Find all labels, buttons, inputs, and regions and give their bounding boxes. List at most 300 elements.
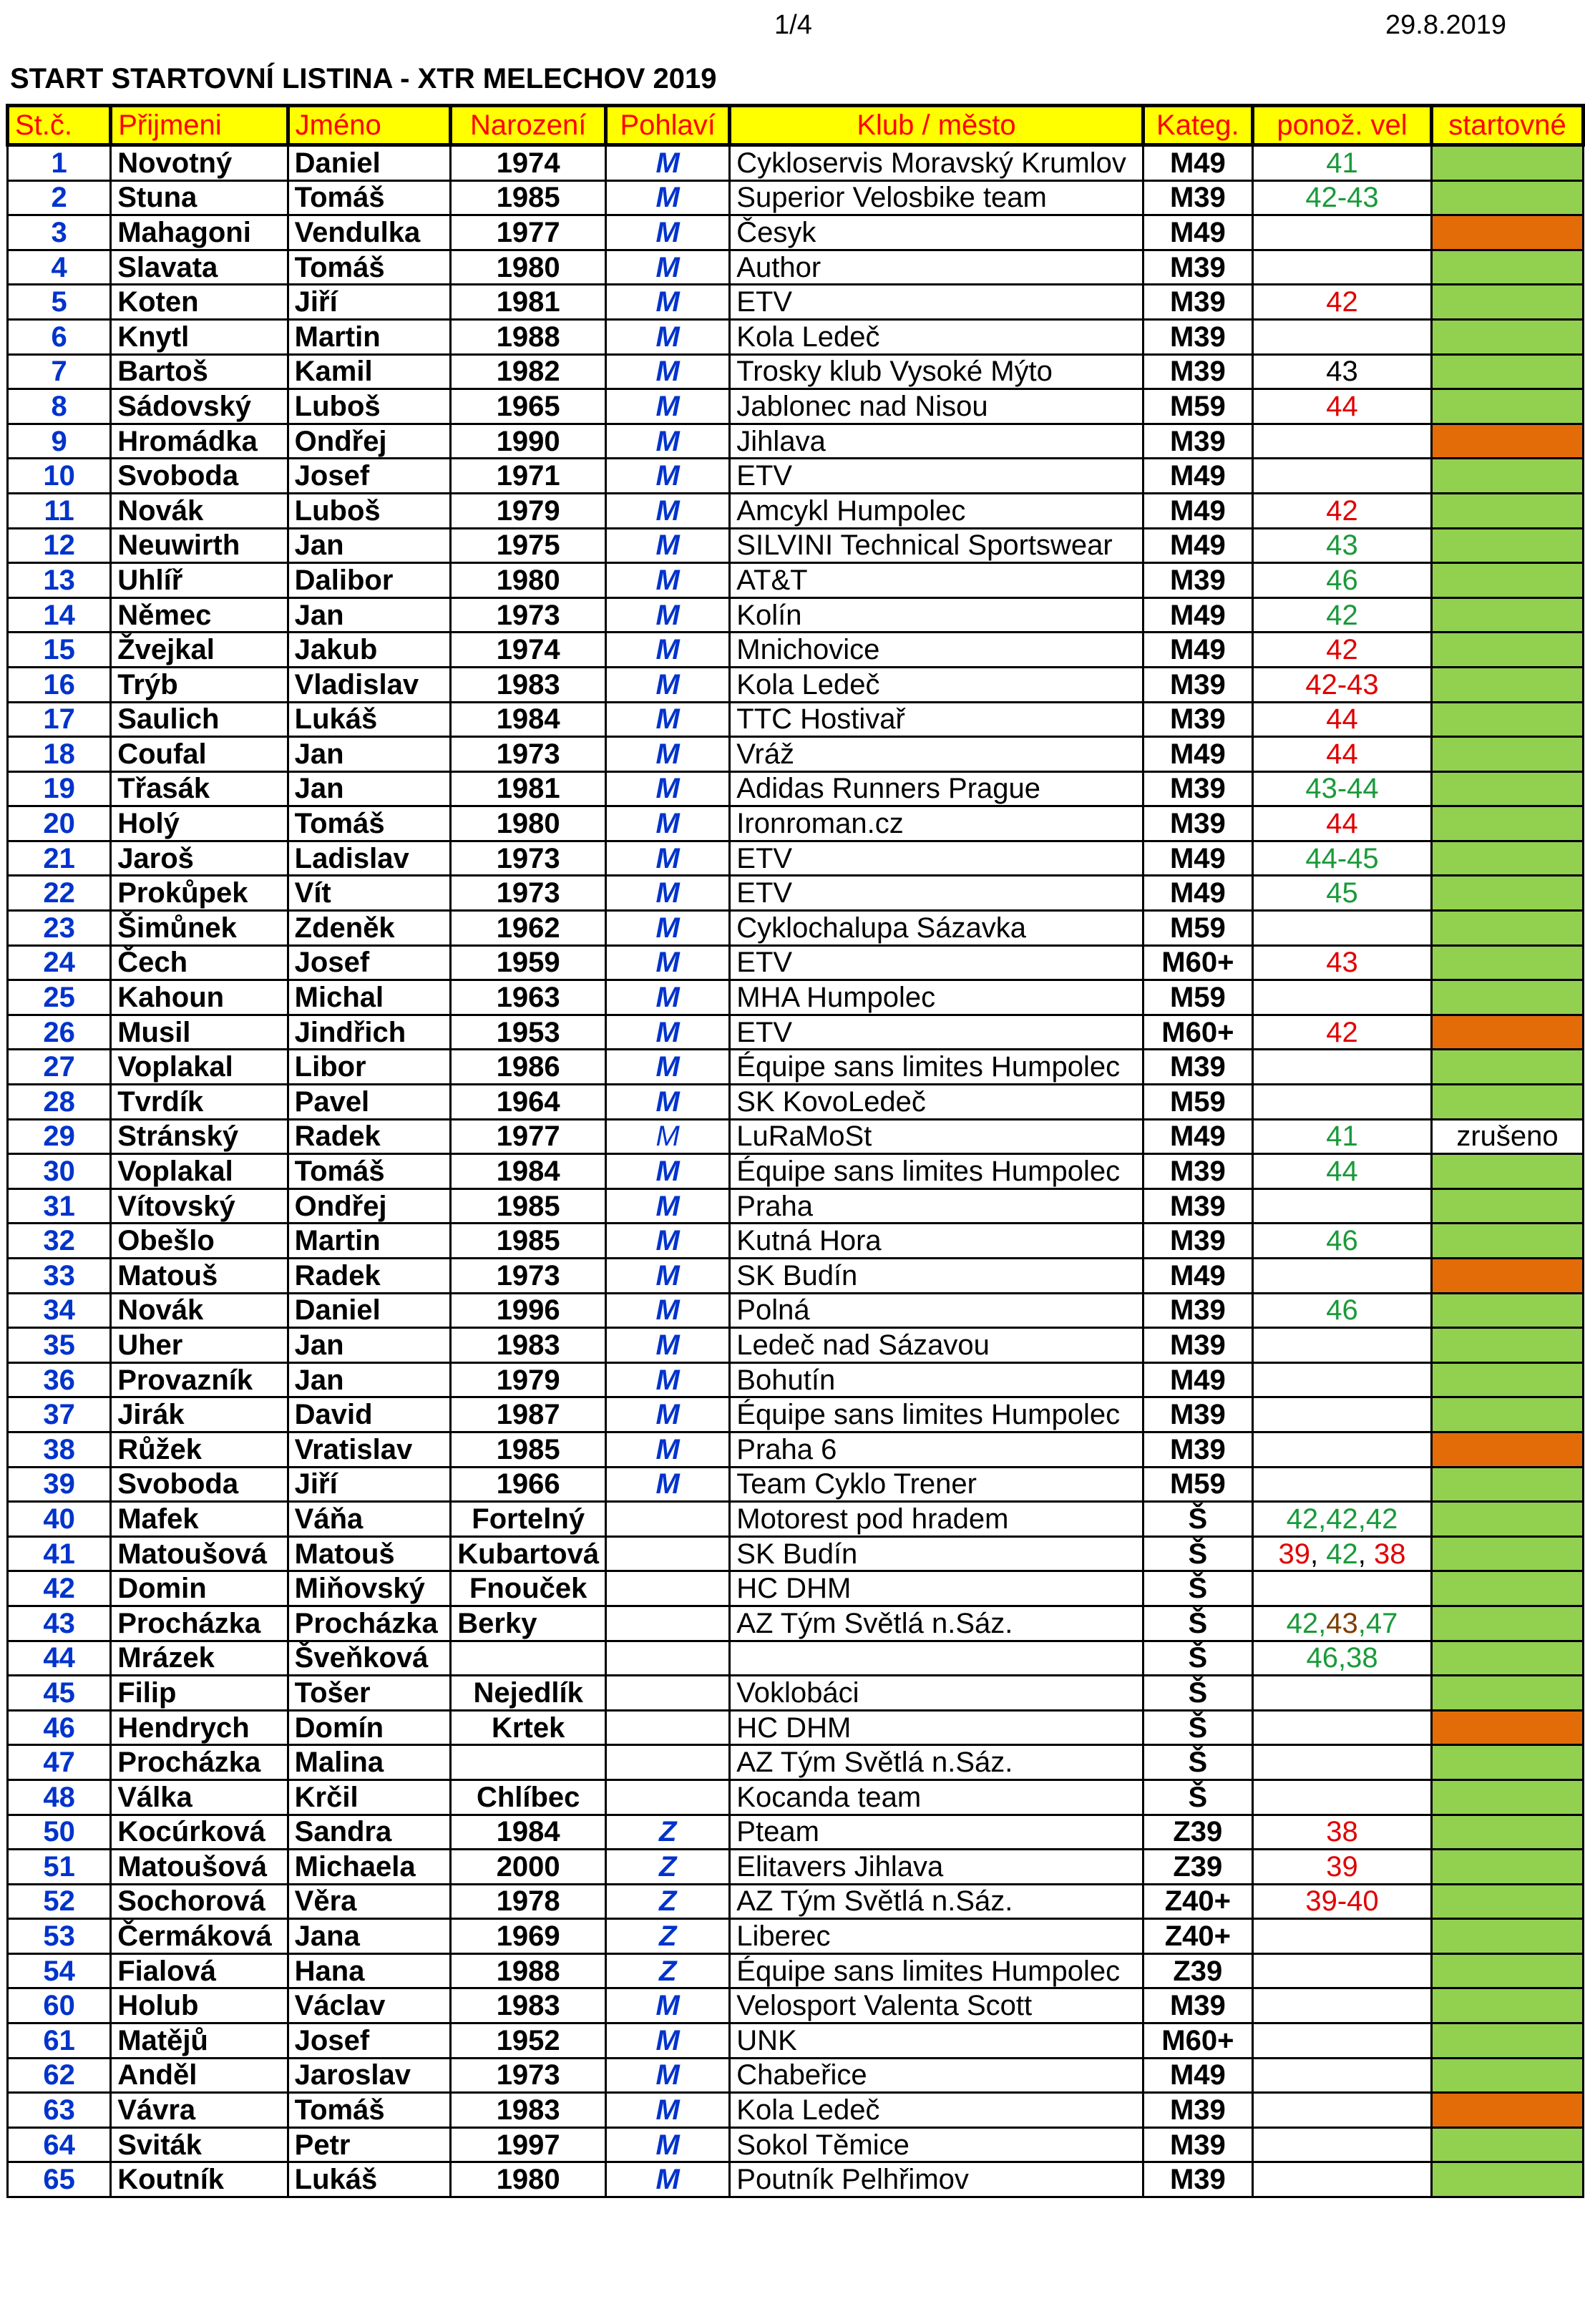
birth-year-cell: 1973 <box>451 1259 606 1294</box>
first-name-cell: Tomáš <box>288 806 451 841</box>
fee-status-cell <box>1432 528 1584 563</box>
category-cell: M39 <box>1143 771 1252 806</box>
start-number-cell: 63 <box>8 2093 111 2128</box>
club-cell: Ironroman.cz <box>730 806 1143 841</box>
first-name-cell: Michal <box>288 980 451 1015</box>
fee-status-cell <box>1432 876 1584 911</box>
sock-size-cell <box>1253 1085 1432 1120</box>
table-row <box>8 667 1584 702</box>
category-cell: M39 <box>1143 2162 1252 2197</box>
table-row <box>8 2162 1584 2197</box>
start-number-cell: 65 <box>8 2162 111 2197</box>
birth-year-cell: 1952 <box>451 2023 606 2059</box>
sex-cell: M <box>606 1397 730 1432</box>
sock-size-cell <box>1253 2058 1432 2093</box>
surname-cell: Knytl <box>111 319 288 354</box>
surname-cell: Uhlíř <box>111 563 288 598</box>
club-cell: Équipe sans limites Humpolec <box>730 1953 1143 1988</box>
birth-year-cell: 1973 <box>451 876 606 911</box>
start-number-cell: 18 <box>8 737 111 772</box>
club-cell: Polná <box>730 1293 1143 1328</box>
surname-cell: Kahoun <box>111 980 288 1015</box>
fee-status-cell <box>1432 2127 1584 2162</box>
sex-cell <box>606 1676 730 1711</box>
category-cell: Z40+ <box>1143 1919 1252 1954</box>
sex-cell: M <box>606 2093 730 2128</box>
first-name-cell: Jakub <box>288 633 451 668</box>
surname-cell: Sviták <box>111 2127 288 2162</box>
club-cell: AZ Tým Světlá n.Sáz. <box>730 1745 1143 1780</box>
birth-year-cell: 1973 <box>451 841 606 876</box>
surname-cell: Sádovský <box>111 389 288 424</box>
surname-cell: Obešlo <box>111 1224 288 1259</box>
table-row <box>8 1293 1584 1328</box>
surname-cell: Třasák <box>111 771 288 806</box>
category-cell: M59 <box>1143 389 1252 424</box>
fee-status-cell <box>1432 493 1584 528</box>
start-number-cell: 43 <box>8 1606 111 1641</box>
sex-cell: M <box>606 806 730 841</box>
birth-year-cell: 1984 <box>451 1815 606 1850</box>
table-row <box>8 1850 1584 1885</box>
start-number-cell: 9 <box>8 424 111 459</box>
start-number-cell: 8 <box>8 389 111 424</box>
birth-year-cell: 1983 <box>451 1988 606 2023</box>
sock-size-cell <box>1253 389 1432 424</box>
fee-status-cell <box>1432 1710 1584 1745</box>
sex-cell: M <box>606 597 730 633</box>
col-header-fee: startovné <box>1432 106 1584 145</box>
category-cell: Z40+ <box>1143 1884 1252 1919</box>
surname-cell: Šimůnek <box>111 911 288 946</box>
club-cell: Kola Ledeč <box>730 667 1143 702</box>
category-cell: M49 <box>1143 1362 1252 1397</box>
fee-status-cell <box>1432 667 1584 702</box>
fee-status-cell <box>1432 1015 1584 1050</box>
sock-size-cell <box>1253 1850 1432 1885</box>
start-number-cell: 50 <box>8 1815 111 1850</box>
sock-size-cell <box>1253 285 1432 320</box>
sock-size-cell <box>1253 2127 1432 2162</box>
surname-cell: Žvejkal <box>111 633 288 668</box>
club-cell: Poutník Pelhřimov <box>730 2162 1143 2197</box>
first-name-cell: Procházka <box>288 1606 451 1641</box>
sock-size-value: 46 <box>1326 564 1358 596</box>
sock-size-cell <box>1253 180 1432 215</box>
sock-size-value: 43-44 <box>1305 773 1379 805</box>
birth-year-cell: Nejedlík <box>451 1676 606 1711</box>
sock-size-cell <box>1253 1745 1432 1780</box>
first-name-cell: Jan <box>288 737 451 772</box>
start-number-cell: 37 <box>8 1397 111 1432</box>
table-row <box>8 2058 1584 2093</box>
fee-status-cell <box>1432 250 1584 285</box>
first-name-cell: Miňovský <box>288 1571 451 1606</box>
sock-size-cell <box>1253 1779 1432 1815</box>
fee-status-cell <box>1432 1779 1584 1815</box>
club-cell: AT&T <box>730 563 1143 598</box>
col-header-name: Jméno <box>288 106 451 145</box>
sock-size-cell <box>1253 1641 1432 1676</box>
birth-year-cell: 1962 <box>451 911 606 946</box>
sex-cell: M <box>606 633 730 668</box>
sock-size-value: 43 <box>1326 529 1358 562</box>
surname-cell: Mrázek <box>111 1641 288 1676</box>
club-cell: Trosky klub Vysoké Mýto <box>730 354 1143 389</box>
first-name-cell: Martin <box>288 319 451 354</box>
category-cell: M49 <box>1143 737 1252 772</box>
start-number-cell: 7 <box>8 354 111 389</box>
first-name-cell: Martin <box>288 1224 451 1259</box>
start-number-cell: 38 <box>8 1432 111 1467</box>
category-cell: M39 <box>1143 667 1252 702</box>
fee-status-cell <box>1432 1328 1584 1363</box>
birth-year-cell: 1969 <box>451 1919 606 1954</box>
start-number-cell: 51 <box>8 1850 111 1885</box>
category-cell: M39 <box>1143 250 1252 285</box>
category-cell: M39 <box>1143 1154 1252 1189</box>
club-cell: Author <box>730 250 1143 285</box>
sock-size-value: 43 <box>1326 356 1358 388</box>
birth-year-cell: 1984 <box>451 1154 606 1189</box>
sock-size-cell <box>1253 1536 1432 1571</box>
surname-cell: Musil <box>111 1015 288 1050</box>
surname-cell: Vítovský <box>111 1188 288 1224</box>
sock-size-cell <box>1253 841 1432 876</box>
category-cell: Z39 <box>1143 1815 1252 1850</box>
category-cell: Z39 <box>1143 1850 1252 1885</box>
sock-size-value: , <box>1357 1538 1374 1570</box>
birth-year-cell: 1996 <box>451 1293 606 1328</box>
surname-cell: Novák <box>111 493 288 528</box>
category-cell: M49 <box>1143 459 1252 494</box>
sock-size-value: 46 <box>1326 1294 1358 1327</box>
sock-size-value: 44 <box>1326 738 1358 770</box>
surname-cell: Sochorová <box>111 1884 288 1919</box>
sock-size-value: ,47 <box>1357 1607 1398 1639</box>
first-name-cell: Ondřej <box>288 1188 451 1224</box>
sex-cell: M <box>606 702 730 737</box>
sock-size-cell <box>1253 528 1432 563</box>
category-cell: Š <box>1143 1571 1252 1606</box>
table-row <box>8 285 1584 320</box>
club-cell: Motorest pod hradem <box>730 1502 1143 1537</box>
surname-cell: Mahagoni <box>111 215 288 250</box>
birth-year-cell: 1985 <box>451 1224 606 1259</box>
start-number-cell: 4 <box>8 250 111 285</box>
col-header-sex: Pohlaví <box>606 106 730 145</box>
sock-size-value: 39 <box>1278 1538 1311 1570</box>
sock-size-cell <box>1253 1919 1432 1954</box>
col-header-birth: Narození <box>451 106 606 145</box>
category-cell: M49 <box>1143 841 1252 876</box>
start-number-cell: 10 <box>8 459 111 494</box>
club-cell: Ledeč nad Sázavou <box>730 1328 1143 1363</box>
birth-year-cell: 1990 <box>451 424 606 459</box>
category-cell: M60+ <box>1143 1015 1252 1050</box>
sock-size-value: 38 <box>1326 1816 1358 1848</box>
first-name-cell: David <box>288 1397 451 1432</box>
sock-size-cell <box>1253 354 1432 389</box>
sock-size-value: 46 <box>1326 1225 1358 1257</box>
start-number-cell: 25 <box>8 980 111 1015</box>
sex-cell: M <box>606 1988 730 2023</box>
start-number-cell: 12 <box>8 528 111 563</box>
surname-cell: Voplakal <box>111 1154 288 1189</box>
first-name-cell: Matouš <box>288 1536 451 1571</box>
sock-size-cell <box>1253 633 1432 668</box>
sex-cell <box>606 1536 730 1571</box>
table-row <box>8 737 1584 772</box>
category-cell: M59 <box>1143 1467 1252 1502</box>
sock-size-value: 44 <box>1326 808 1358 840</box>
sock-size-cell <box>1253 702 1432 737</box>
club-cell: Vráž <box>730 737 1143 772</box>
fee-status-cell <box>1432 1293 1584 1328</box>
birth-year-cell: Krtek <box>451 1710 606 1745</box>
sex-cell <box>606 1745 730 1780</box>
sock-size-value: 42 <box>1326 494 1358 527</box>
club-cell: Kutná Hora <box>730 1224 1143 1259</box>
first-name-cell: Hana <box>288 1953 451 1988</box>
table-row <box>8 1606 1584 1641</box>
sex-cell <box>606 1571 730 1606</box>
club-cell: HC DHM <box>730 1571 1143 1606</box>
sock-size-value: 42 <box>1326 1016 1358 1048</box>
category-cell: Š <box>1143 1676 1252 1711</box>
start-number-cell: 61 <box>8 2023 111 2059</box>
sex-cell: M <box>606 2023 730 2059</box>
table-row <box>8 1119 1584 1154</box>
club-cell: Kola Ledeč <box>730 319 1143 354</box>
table-row <box>8 1779 1584 1815</box>
fee-status-cell <box>1432 1502 1584 1537</box>
sock-size-cell <box>1253 2162 1432 2197</box>
surname-cell: Koutník <box>111 2162 288 2197</box>
sock-size-value: 42 <box>1326 1538 1358 1570</box>
table-row <box>8 980 1584 1015</box>
fee-status-cell <box>1432 1397 1584 1432</box>
fee-status-cell <box>1432 1815 1584 1850</box>
club-cell: Kocanda team <box>730 1779 1143 1815</box>
first-name-cell: Tomáš <box>288 1154 451 1189</box>
table-row <box>8 1015 1584 1050</box>
sock-size-value: 42 <box>1326 286 1358 318</box>
category-cell: Š <box>1143 1641 1252 1676</box>
club-cell: Chabeřice <box>730 2058 1143 2093</box>
category-cell: Š <box>1143 1606 1252 1641</box>
club-cell: Mnichovice <box>730 633 1143 668</box>
surname-cell: Svoboda <box>111 459 288 494</box>
sex-cell: M <box>606 2127 730 2162</box>
first-name-cell: Jan <box>288 597 451 633</box>
table-row <box>8 459 1584 494</box>
first-name-cell: Jiří <box>288 1467 451 1502</box>
fee-status-cell <box>1432 285 1584 320</box>
start-number-cell: 21 <box>8 841 111 876</box>
first-name-cell: Luboš <box>288 493 451 528</box>
table-row <box>8 215 1584 250</box>
sock-size-cell <box>1253 1988 1432 2023</box>
category-cell: M39 <box>1143 1224 1252 1259</box>
club-cell: Équipe sans limites Humpolec <box>730 1050 1143 1085</box>
surname-cell: Čech <box>111 945 288 980</box>
sock-size-cell <box>1253 1884 1432 1919</box>
surname-cell: Mafek <box>111 1502 288 1537</box>
start-number-cell: 27 <box>8 1050 111 1085</box>
first-name-cell: Jan <box>288 1328 451 1363</box>
sock-size-cell <box>1253 1362 1432 1397</box>
first-name-cell: Jana <box>288 1919 451 1954</box>
club-cell: SK Budín <box>730 1259 1143 1294</box>
fee-status-cell <box>1432 1362 1584 1397</box>
birth-year-cell: 1977 <box>451 215 606 250</box>
fee-status-cell <box>1432 2023 1584 2059</box>
club-cell: Praha 6 <box>730 1432 1143 1467</box>
category-cell: M39 <box>1143 354 1252 389</box>
table-row <box>8 1676 1584 1711</box>
category-cell: M49 <box>1143 876 1252 911</box>
sock-size-value: 42-43 <box>1305 182 1379 214</box>
sex-cell: Z <box>606 1815 730 1850</box>
start-number-cell: 22 <box>8 876 111 911</box>
category-cell: M39 <box>1143 180 1252 215</box>
surname-cell: Matějů <box>111 2023 288 2059</box>
surname-cell: Čermáková <box>111 1919 288 1954</box>
sex-cell: M <box>606 389 730 424</box>
category-cell: M39 <box>1143 2127 1252 2162</box>
club-cell: Jihlava <box>730 424 1143 459</box>
sock-size-cell <box>1253 1119 1432 1154</box>
sock-size-value: 42,42,42 <box>1286 1503 1398 1535</box>
surname-cell: Novotný <box>111 145 288 181</box>
start-number-cell: 33 <box>8 1259 111 1294</box>
sex-cell <box>606 1641 730 1676</box>
start-number-cell: 15 <box>8 633 111 668</box>
table-row <box>8 1259 1584 1294</box>
start-number-cell: 23 <box>8 911 111 946</box>
sock-size-cell <box>1253 2023 1432 2059</box>
birth-year-cell: 1997 <box>451 2127 606 2162</box>
table-row <box>8 1362 1584 1397</box>
surname-cell: Fialová <box>111 1953 288 1988</box>
table-row <box>8 2127 1584 2162</box>
table-row <box>8 1571 1584 1606</box>
sock-size-cell <box>1253 1710 1432 1745</box>
birth-year-cell: 1979 <box>451 1362 606 1397</box>
surname-cell: Anděl <box>111 2058 288 2093</box>
start-number-cell: 32 <box>8 1224 111 1259</box>
surname-cell: Svoboda <box>111 1467 288 1502</box>
first-name-cell: Daniel <box>288 1293 451 1328</box>
birth-year-cell: 1980 <box>451 250 606 285</box>
table-row <box>8 1397 1584 1432</box>
club-cell: Elitavers Jihlava <box>730 1850 1143 1885</box>
first-name-cell: Vendulka <box>288 215 451 250</box>
club-cell: Voklobáci <box>730 1676 1143 1711</box>
sock-size-value: , <box>1310 1538 1327 1570</box>
sex-cell: M <box>606 1224 730 1259</box>
fee-status-cell <box>1432 459 1584 494</box>
start-number-cell: 5 <box>8 285 111 320</box>
first-name-cell: Sandra <box>288 1815 451 1850</box>
birth-year-cell: 1983 <box>451 2093 606 2128</box>
club-cell: AZ Tým Světlá n.Sáz. <box>730 1884 1143 1919</box>
club-cell: Pteam <box>730 1815 1143 1850</box>
sock-size-value: 41 <box>1326 147 1358 179</box>
start-number-cell: 36 <box>8 1362 111 1397</box>
first-name-cell: Josef <box>288 945 451 980</box>
surname-cell: Matoušová <box>111 1850 288 1885</box>
fee-status-cell <box>1432 1432 1584 1467</box>
table-row <box>8 250 1584 285</box>
fee-status-cell <box>1432 2093 1584 2128</box>
surname-cell: Růžek <box>111 1432 288 1467</box>
club-cell: TTC Hostivař <box>730 702 1143 737</box>
table-row <box>8 633 1584 668</box>
first-name-cell: Věra <box>288 1884 451 1919</box>
first-name-cell: Váňa <box>288 1502 451 1537</box>
fee-status-cell <box>1432 2058 1584 2093</box>
table-row <box>8 1224 1584 1259</box>
surname-cell: Tvrdík <box>111 1085 288 1120</box>
club-cell: SK KovoLedeč <box>730 1085 1143 1120</box>
first-name-cell: Lukáš <box>288 2162 451 2197</box>
table-row <box>8 180 1584 215</box>
sex-cell: M <box>606 493 730 528</box>
sock-size-cell <box>1253 1293 1432 1328</box>
category-cell: M49 <box>1143 493 1252 528</box>
sock-size-cell <box>1253 145 1432 181</box>
sex-cell: M <box>606 1188 730 1224</box>
fee-status-cell <box>1432 737 1584 772</box>
first-name-cell: Pavel <box>288 1085 451 1120</box>
category-cell: M39 <box>1143 1050 1252 1085</box>
start-number-cell: 48 <box>8 1779 111 1815</box>
category-cell: M59 <box>1143 980 1252 1015</box>
birth-year-cell: 1975 <box>451 528 606 563</box>
first-name-cell: Lukáš <box>288 702 451 737</box>
club-cell: Kolín <box>730 597 1143 633</box>
first-name-cell: Daniel <box>288 145 451 181</box>
first-name-cell: Radek <box>288 1119 451 1154</box>
birth-year-cell: 1973 <box>451 2058 606 2093</box>
first-name-cell: Vratislav <box>288 1432 451 1467</box>
sex-cell: M <box>606 215 730 250</box>
birth-year-cell: 1988 <box>451 319 606 354</box>
category-cell: M39 <box>1143 1432 1252 1467</box>
start-number-cell: 53 <box>8 1919 111 1954</box>
col-header-sock-size: ponož. vel <box>1253 106 1432 145</box>
birth-year-cell: 1980 <box>451 2162 606 2197</box>
club-cell: AZ Tým Světlá n.Sáz. <box>730 1606 1143 1641</box>
start-number-cell: 13 <box>8 563 111 598</box>
surname-cell: Bartoš <box>111 354 288 389</box>
category-cell: M39 <box>1143 806 1252 841</box>
category-cell: M60+ <box>1143 945 1252 980</box>
sex-cell: M <box>606 1432 730 1467</box>
fee-status-cell <box>1432 145 1584 181</box>
start-number-cell: 60 <box>8 1988 111 2023</box>
start-number-cell: 16 <box>8 667 111 702</box>
sex-cell: M <box>606 771 730 806</box>
fee-status-cell <box>1432 2162 1584 2197</box>
table-row <box>8 1815 1584 1850</box>
surname-cell: Saulich <box>111 702 288 737</box>
fee-status-cell <box>1432 1188 1584 1224</box>
club-cell: ETV <box>730 285 1143 320</box>
surname-cell: Holý <box>111 806 288 841</box>
